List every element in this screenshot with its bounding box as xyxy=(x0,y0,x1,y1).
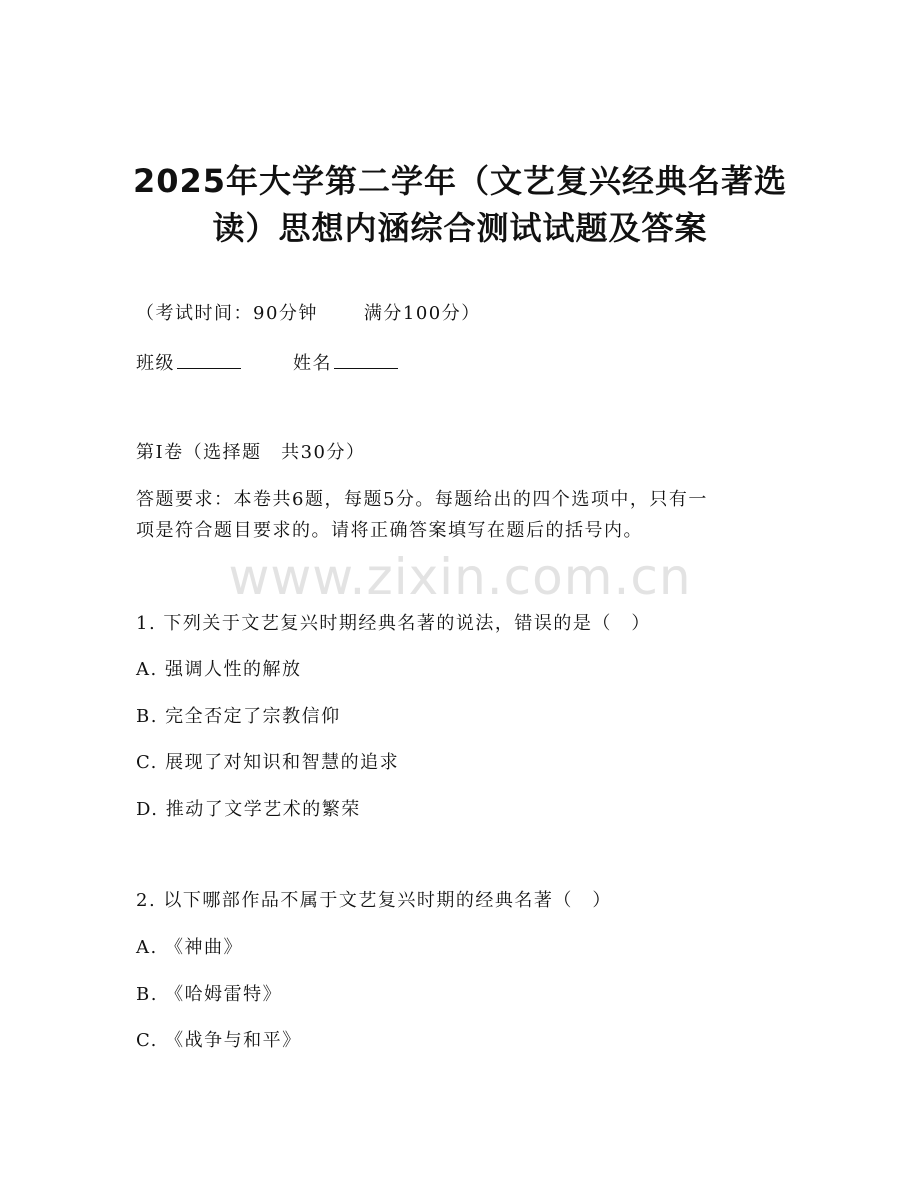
question-2-stem: 2. 以下哪部作品不属于文艺复兴时期的经典名著（ ） xyxy=(136,890,612,911)
question-2-option-b: B. 《哈姆雷特》 xyxy=(136,984,283,1005)
question-1-stem: 1. 下列关于文艺复兴时期经典名著的说法，错误的是（ ） xyxy=(136,613,651,634)
instructions-line-1: 答题要求：本卷共6题，每题5分。每题给出的四个选项中，只有一 xyxy=(136,489,708,510)
question-2-option-a: A. 《神曲》 xyxy=(136,937,243,958)
watermark: www.zixin.com.cn xyxy=(228,548,692,606)
question-1-option-c: C. 展现了对知识和智慧的追求 xyxy=(136,752,400,773)
question-1-option-a: A. 强调人性的解放 xyxy=(136,659,302,680)
exam-info xyxy=(136,302,481,326)
full-score: 满分100分） xyxy=(363,303,481,324)
exam-time: （考试时间：90分钟 xyxy=(136,303,318,324)
question-2-option-c: C. 《战争与和平》 xyxy=(136,1030,302,1051)
question-1-option-b: B. 完全否定了宗教信仰 xyxy=(136,706,341,727)
class-label: 班级 xyxy=(136,353,175,374)
title-line-2: 读）思想内涵综合测试试题及答案 xyxy=(212,209,708,247)
class-blank xyxy=(177,350,241,369)
title-line-1: 2025年大学第二学年（文艺复兴经典名著选 xyxy=(132,162,788,200)
section-heading: 第I卷（选择题 共30分） xyxy=(136,442,366,463)
instructions-line-2: 项是符合题目要求的。请将正确答案填写在题后的括号内。 xyxy=(136,520,643,541)
question-1-option-d: D. 推动了文学艺术的繁荣 xyxy=(136,799,361,820)
name-blank xyxy=(334,350,398,369)
name-label: 姓名 xyxy=(293,353,332,374)
student-fields xyxy=(136,350,398,376)
